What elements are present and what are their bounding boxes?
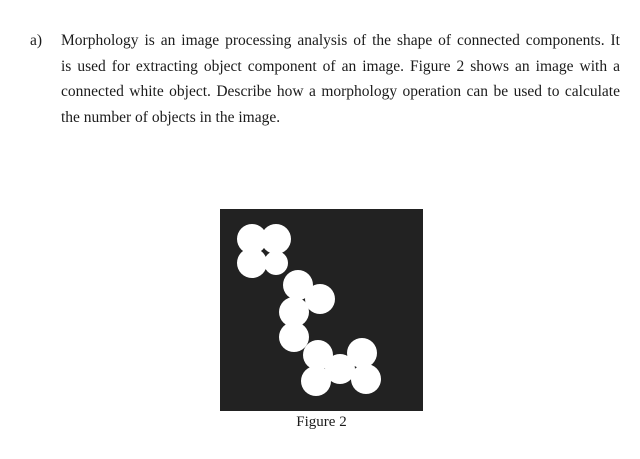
object-blob [237,248,267,278]
object-blob [305,284,335,314]
connected-object-graphic [220,209,423,411]
object-blob [261,224,291,254]
question-line: Morphology is an image processing analysis of the shape of connected components. It [61,32,620,49]
object-blob [301,366,331,396]
question-line: connected white object. Describe how a morphology operation can be used to calculate [61,83,620,100]
object-blob [264,251,288,275]
object-blob [279,322,309,352]
question-line: the number of objects in the image. [61,108,281,126]
question-marker: a) [30,32,43,49]
question-a [30,28,620,130]
question-text [61,28,620,130]
object-blob [351,364,381,394]
figure-caption: Figure 2 [296,414,347,430]
figure-2-image [220,209,423,411]
question-line: is used for extracting object component of an image. Figure 2 shows an image with a [61,57,620,75]
